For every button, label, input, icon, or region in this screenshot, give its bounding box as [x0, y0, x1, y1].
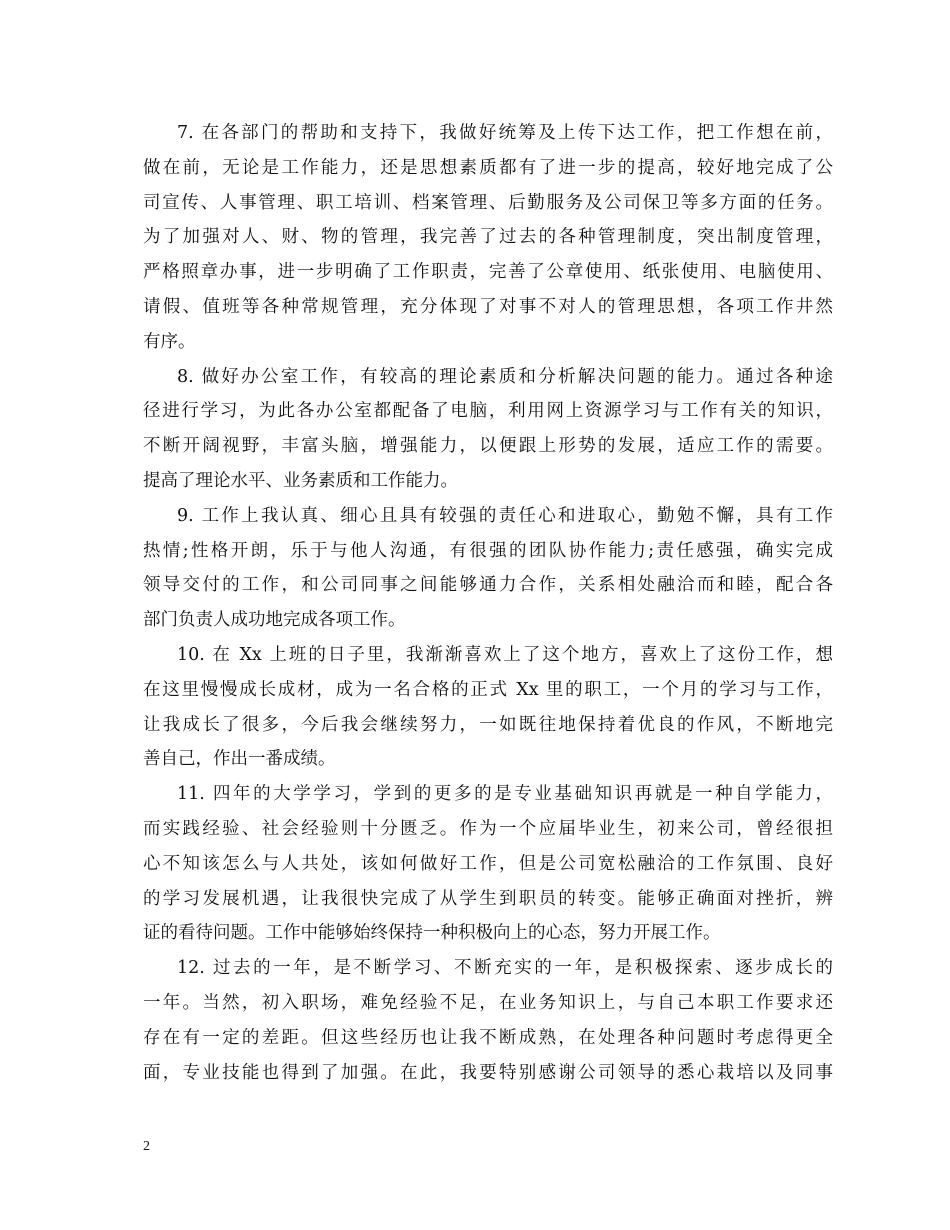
text-line: 在这里慢慢成长成材，成为一名合格的正式 Xx 里的职工，一个月的学习与工作，: [143, 679, 833, 700]
paragraph: [143, 951, 833, 1090]
text-line: 的学习发展机遇，让我很快完成了从学生到职员的转变。能够正确面对挫折，辨: [143, 888, 833, 909]
text-line: 7. 在各部门的帮助和支持下，我做好统筹及上传下达工作，把工作想在前，: [177, 123, 833, 143]
text-line: 善自己，作出一番成绩。: [143, 749, 336, 770]
text-line: 一年。当然，初入职场，难免经验不足，在业务知识上，与自己本职工作要求还: [143, 992, 833, 1013]
text-line: 严格照章办事，进一步明确了工作职责，完善了公章使用、纸张使用、电脑使用、: [143, 262, 833, 283]
text-line: 存在有一定的差距。但这些经历也让我不断成熟，在处理各种问题时考虑得更全: [143, 1027, 833, 1048]
paragraph: [143, 360, 833, 499]
text-line: 12. 过去的一年，是不断学习、不断充实的一年，是积极探索、逐步成长的: [177, 958, 833, 979]
text-line: 10. 在 Xx 上班的日子里，我渐渐喜欢上了这个地方，喜欢上了这份工作，想: [177, 644, 833, 665]
text-line: 做在前，无论是工作能力，还是思想素质都有了进一步的提高，较好地完成了公: [143, 157, 833, 178]
text-line: 8. 做好办公室工作，有较高的理论素质和分析解决问题的能力。通过各种途: [177, 366, 833, 387]
document-body: [143, 116, 833, 1090]
text-line: 不断开阔视野，丰富头脑，增强能力，以便跟上形势的发展，适应工作的需要。: [143, 436, 833, 457]
text-line: 9. 工作上我认真、细心且具有较强的责任心和进取心，勤勉不懈，具有工作: [177, 505, 833, 526]
text-line: 热情;性格开朗，乐于与他人沟通，有很强的团队协作能力;责任感强，确实完成: [143, 540, 833, 561]
paragraph: [143, 499, 833, 638]
paragraph: [143, 638, 833, 777]
text-line: 证的看待问题。工作中能够始终保持一种积极向上的心态，努力开展工作。: [143, 923, 721, 944]
text-line: 司宣传、人事管理、职工培训、档案管理、后勤服务及公司保卫等多方面的任务。: [143, 192, 833, 213]
text-line: 有序。: [143, 331, 196, 352]
text-line: 部门负责人成功地完成各项工作。: [143, 610, 406, 631]
text-line: 让我成长了很多，今后我会继续努力，一如既往地保持着优良的作风，不断地完: [143, 714, 833, 735]
paragraph: [143, 116, 833, 360]
text-line: 领导交付的工作，和公司同事之间能够通力合作，关系相处融洽而和睦，配合各: [143, 575, 833, 596]
paragraph: [143, 777, 833, 951]
text-line: 请假、值班等各种常规管理，充分体现了对事不对人的管理思想，各项工作井然: [143, 296, 833, 317]
page-number: 2: [143, 1139, 150, 1154]
text-line: 而实践经验、社会经验则十分匮乏。作为一个应届毕业生，初来公司，曾经很担: [143, 818, 833, 839]
text-line: 11. 四年的大学学习，学到的更多的是专业基础知识再就是一种自学能力，: [177, 784, 833, 805]
text-line: 为了加强对人、财、物的管理，我完善了过去的各种管理制度，突出制度管理，: [143, 227, 833, 248]
text-line: 面，专业技能也得到了加强。在此，我要特别感谢公司领导的悉心栽培以及同事: [143, 1062, 833, 1083]
text-line: 心不知该怎么与人共处，该如何做好工作，但是公司宽松融洽的工作氛围、良好: [143, 853, 833, 874]
text-line: 径进行学习，为此各办公室都配备了电脑，利用网上资源学习与工作有关的知识，: [143, 401, 833, 422]
text-line: 提高了理论水平、业务素质和工作能力。: [143, 470, 458, 491]
